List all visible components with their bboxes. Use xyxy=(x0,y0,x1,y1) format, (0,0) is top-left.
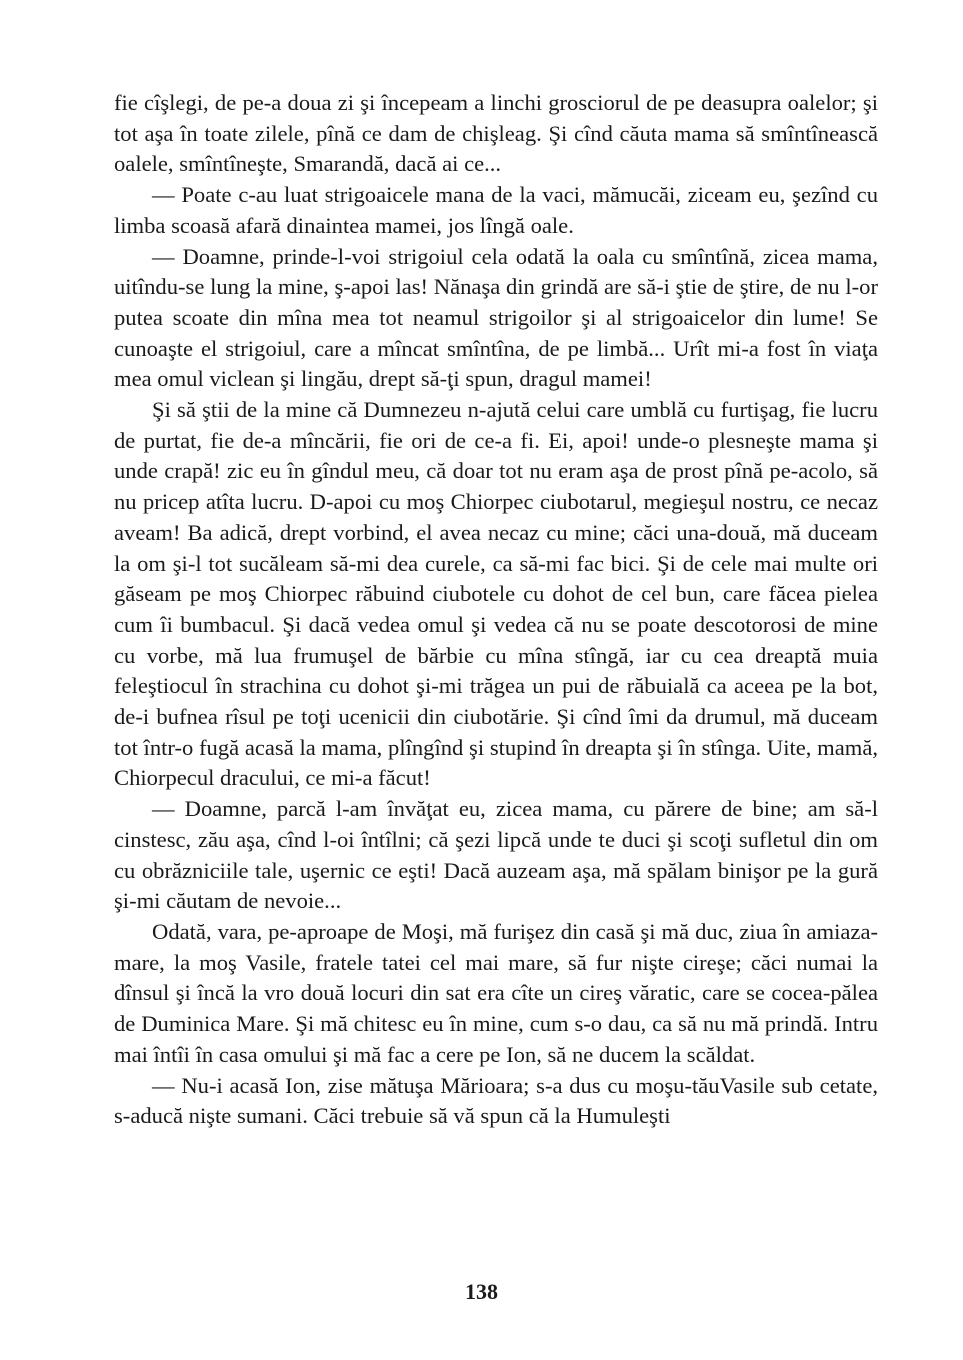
page-number: 138 xyxy=(465,1279,498,1304)
paragraph-4: Şi să ştii de la mine că Dumnezeu n-ajută celui care umblă cu furtişag, fie lucru de purtat, fie de-a mîncării, fie ori de ce-a fi. Ei, apoi! unde-o plesneşte mama şi unde crapă! zic eu în gîndul meu, că doar tot nu eram aşa de prost pînă pe-acolo, să nu pricep atîta lucru. D-apoi cu moş Chiorpec ciubotarul, megieşul nostru, ce necaz aveam! Ba adică, drept vorbind, el avea necaz cu mine; căci una-două, mă duceam la om şi-l tot sucăleam să-mi dea curele, ca să-mi fac bici. Şi de cele mai multe ori găseam pe moş Chiorpec răbuind ciubotele cu dohot de cel bun, care făcea pielea cum îi bumbacul. Şi dacă vedea omul şi vedea că nu se poate descotorosi de mine cu vorbe, mă lua frumuşel de bărbie cu mîna stîngă, iar cu cea dreaptă muia feleştiocul în strachina cu dohot şi-mi trăgea un pui de răbuială ca aceea pe la bot, de-i bufnea rîsul pe toţi ucenicii din ciubotărie. Şi cînd îmi da drumul, mă duceam tot într-o fugă acasă la mama, plîngînd şi stupind în dreapta şi în stînga. Uite, mamă, Chiorpecul dracului, ce mi-a făcut! xyxy=(114,397,878,791)
paragraph-1: fie cîşlegi, de pe-a doua zi şi începeam a linchi grosciorul de pe deasupra oalelor; şi tot aşa în toate zilele, pînă ce dam de chişleag. Şi cînd căuta mama să smîntînească oalele, smîntîneşte, Smarandă, dacă ai ce... xyxy=(114,90,878,177)
paragraph-2: — Poate c-au luat strigoaicele mana de la vaci, mămucăi, ziceam eu, şezînd cu limba scoasă afară dinaintea mamei, jos lîngă oale. xyxy=(114,182,878,238)
page-body xyxy=(114,88,878,1132)
paragraph-7: — Nu-i acasă Ion, zise mătuşa Mărioara; s-a dus cu moşu-tăuVasile sub cetate, s-aducă nişte sumani. Căci trebuie să vă spun că la Humuleşti xyxy=(114,1072,878,1129)
paragraph-5: — Doamne, parcă l-am învăţat eu, zicea mama, cu părere de bine; am să-l cinstesc, zău aşa, cînd l-oi întîlni; că şezi lipcă unde te duci şi scoţi sufletul din om cu obrăzniciile tale, uşernic ce eşti! Dacă auzeam aşa, mă spălam binişor pe la gură şi-mi căutam de nevoie... xyxy=(114,796,878,914)
paragraph-6: Odată, vara, pe-aproape de Moşi, mă furişez din casă şi mă duc, ziua în amiaza-mare, la moş Vasile, fratele tatei cel mai mare, să fur nişte cireşe; căci numai la dînsul şi încă la vro două locuri din sat era cîte un cireş văratic, care se cocea-pălea de Duminica Mare. Şi mă chitesc eu în mine, cum s-o dau, ca să nu mă prindă. Intru mai întîi în casa omului şi mă fac a cere pe Ion, să ne ducem la scăldat. xyxy=(114,918,878,1067)
paragraph-3: — Doamne, prinde-l-voi strigoiul cela odată la oala cu smîntînă, zicea mama, uitîndu-se lung la mine, ş-apoi las! Nănaşa din grindă are să-i ştie de ştire, de nu l-or putea scoate din mîna mea tot neamul strigoilor şi al strigoaicelor din lume! Se cunoaşte el strigoiul, care a mîncat smîntîna, de pe limbă... Urît mi-a fost în viaţa mea omul viclean şi lingău, drept să-ţi spun, dragul mamei! xyxy=(114,243,878,392)
